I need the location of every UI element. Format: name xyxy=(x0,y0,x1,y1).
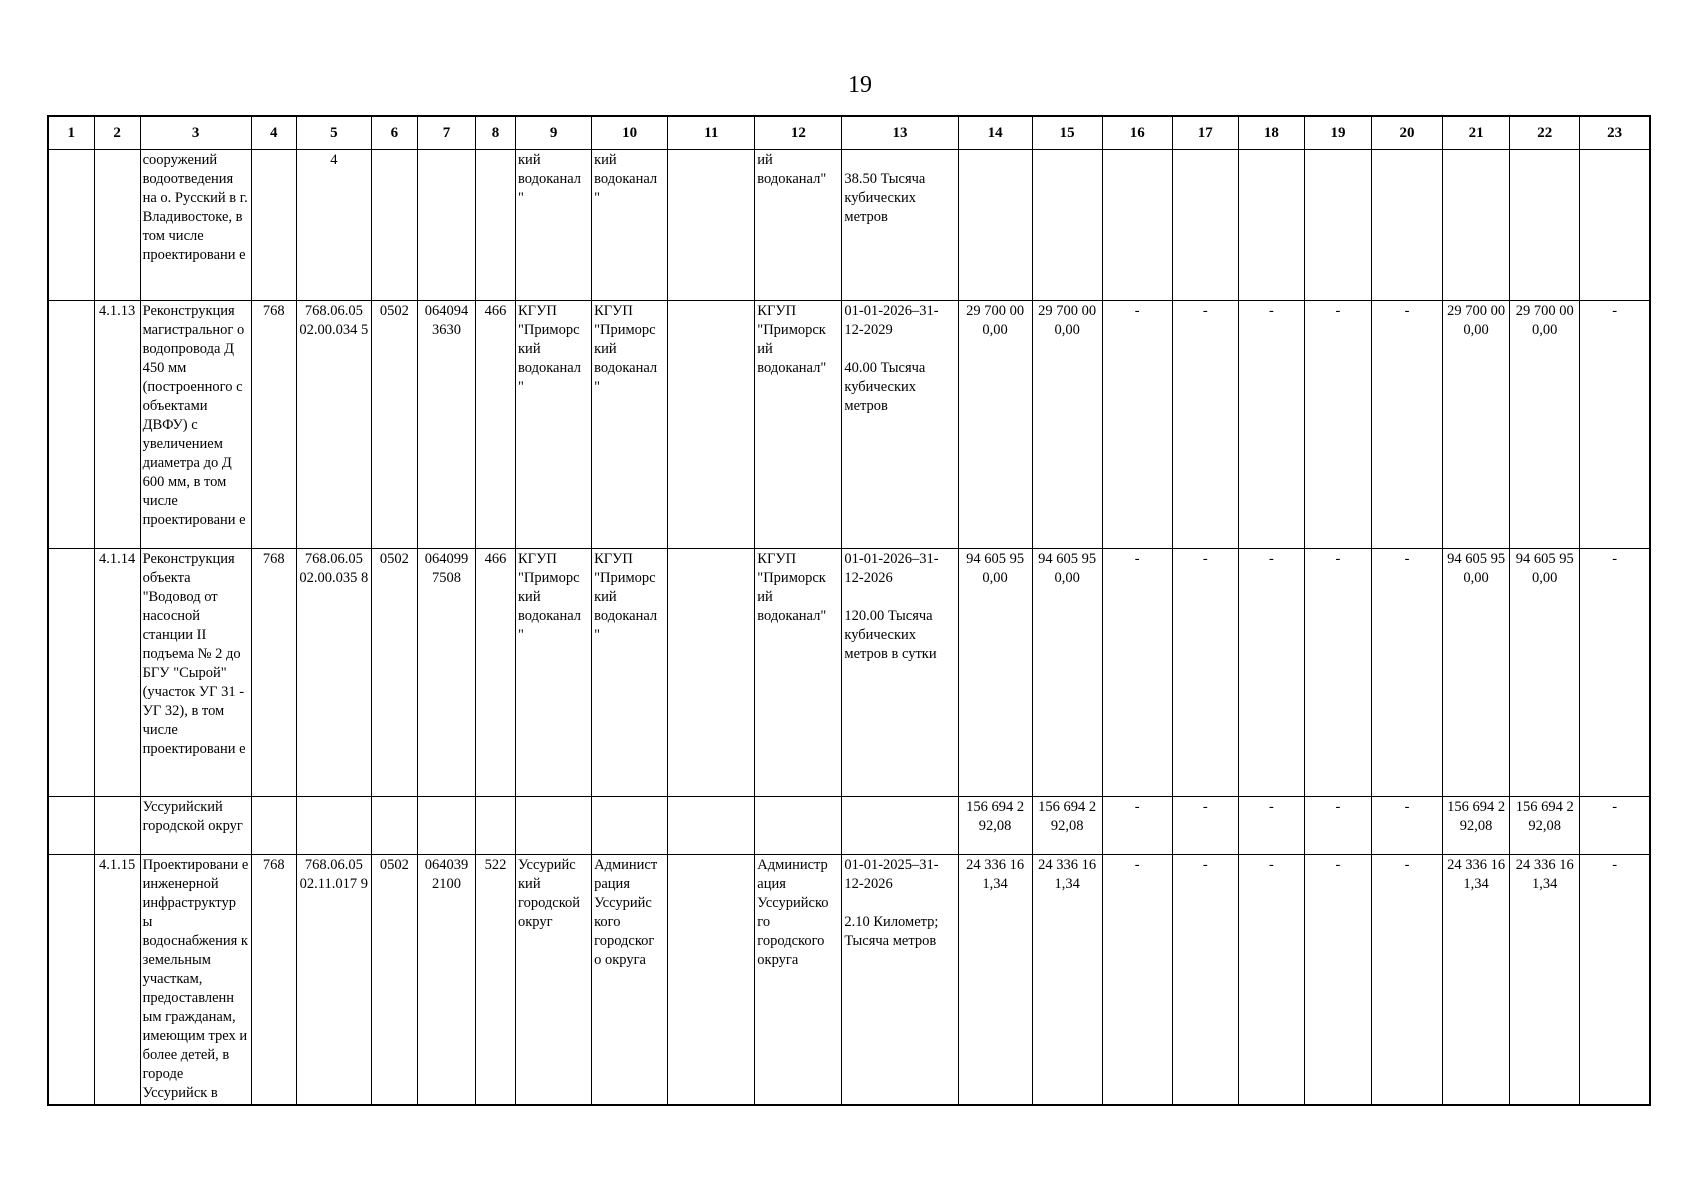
capacity: 2.10 Километр; Тысяча метров xyxy=(844,914,939,949)
cell: 4 xyxy=(296,150,371,301)
cell: - xyxy=(1172,797,1238,855)
page-number: 19 xyxy=(848,72,872,98)
cell: - xyxy=(1172,549,1238,797)
cell: 29 700 00 0,00 xyxy=(1510,301,1580,549)
cell: - xyxy=(1372,549,1443,797)
cell-district: Уссурийский городской округ xyxy=(140,797,251,855)
cell: - xyxy=(1580,549,1650,797)
cell xyxy=(1238,150,1304,301)
capacity: 120.00 Тысяча кубических метров в сутки xyxy=(844,608,937,662)
cell: 0502 xyxy=(371,549,417,797)
col-header: 13 xyxy=(842,116,958,150)
cell xyxy=(251,150,296,301)
cell: - xyxy=(1304,855,1371,1106)
cell-number: 4.1.14 xyxy=(94,549,140,797)
cell-period-capacity xyxy=(842,549,958,797)
cell xyxy=(1102,150,1172,301)
cell: 24 336 16 1,34 xyxy=(1032,855,1102,1106)
cell xyxy=(48,301,94,549)
cell: Администр ация Уссурийско го городского округа xyxy=(755,855,842,1106)
cell xyxy=(48,855,94,1106)
col-header: 21 xyxy=(1443,116,1510,150)
cell xyxy=(48,150,94,301)
cell xyxy=(668,549,755,797)
cell xyxy=(1443,150,1510,301)
cell xyxy=(668,797,755,855)
col-header: 1 xyxy=(48,116,94,150)
cell xyxy=(417,150,475,301)
cell xyxy=(475,150,515,301)
cell: - xyxy=(1372,797,1443,855)
cell: 156 694 2 92,08 xyxy=(1032,797,1102,855)
cell xyxy=(251,797,296,855)
cell xyxy=(1580,150,1650,301)
cell: 29 700 00 0,00 xyxy=(958,301,1032,549)
budget-table xyxy=(47,115,1651,1106)
cell: 94 605 95 0,00 xyxy=(1443,549,1510,797)
cell: 064039 2100 xyxy=(417,855,475,1106)
cell xyxy=(475,797,515,855)
cell: 466 xyxy=(475,549,515,797)
cell xyxy=(958,150,1032,301)
cell-object-name: сооружений водоотведения на о. Русский в г. Владивостоке, в том числе проектировани е xyxy=(140,150,251,301)
cell: - xyxy=(1372,301,1443,549)
table-row xyxy=(48,797,1650,855)
cell xyxy=(417,797,475,855)
cell xyxy=(1304,150,1371,301)
cell: - xyxy=(1580,855,1650,1106)
col-header: 4 xyxy=(251,116,296,150)
col-header: 12 xyxy=(755,116,842,150)
capacity: 38.50 Тысяча кубических метров xyxy=(844,171,926,225)
cell-period-capacity xyxy=(842,301,958,549)
cell: 0502 xyxy=(371,301,417,549)
cell: КГУП "Приморск ий водоканал" xyxy=(755,301,842,549)
cell: 768.06.05 02.11.017 9 xyxy=(296,855,371,1106)
cell: - xyxy=(1580,797,1650,855)
col-header: 5 xyxy=(296,116,371,150)
cell: - xyxy=(1238,855,1304,1106)
cell: - xyxy=(1172,855,1238,1106)
cell xyxy=(668,150,755,301)
cell: 94 605 95 0,00 xyxy=(1510,549,1580,797)
cell xyxy=(592,797,668,855)
cell: - xyxy=(1580,301,1650,549)
cell: Уссурийс кий городской округ xyxy=(516,855,592,1106)
period: 01-01-2026–31-12-2029 xyxy=(844,303,939,338)
cell: 156 694 2 92,08 xyxy=(1510,797,1580,855)
cell-object-name: Реконструкция объекта "Водовод от насосной станции II подъема № 2 до БГУ "Сырой" (участок УГ 31 - УГ 32), в том числе проектировани е xyxy=(140,549,251,797)
cell: - xyxy=(1238,301,1304,549)
col-header: 17 xyxy=(1172,116,1238,150)
cell: - xyxy=(1172,301,1238,549)
cell: - xyxy=(1102,855,1172,1106)
cell xyxy=(371,797,417,855)
cell xyxy=(668,301,755,549)
cell: 0502 xyxy=(371,855,417,1106)
cell: 064099 7508 xyxy=(417,549,475,797)
cell: КГУП "Приморс кий водоканал " xyxy=(592,549,668,797)
cell xyxy=(1172,150,1238,301)
cell-number: 4.1.13 xyxy=(94,301,140,549)
cell xyxy=(48,797,94,855)
cell: - xyxy=(1102,549,1172,797)
col-header: 20 xyxy=(1372,116,1443,150)
cell: 94 605 95 0,00 xyxy=(958,549,1032,797)
cell xyxy=(668,855,755,1106)
cell xyxy=(1510,150,1580,301)
cell xyxy=(296,797,371,855)
table-row xyxy=(48,549,1650,797)
cell: 768 xyxy=(251,549,296,797)
cell: - xyxy=(1102,797,1172,855)
cell: 768.06.05 02.00.034 5 xyxy=(296,301,371,549)
header-row xyxy=(48,116,1650,150)
col-header: 9 xyxy=(516,116,592,150)
cell: - xyxy=(1304,797,1371,855)
capacity: 40.00 Тысяча кубических метров xyxy=(844,360,926,414)
table-row xyxy=(48,301,1650,549)
cell xyxy=(94,797,140,855)
cell: 768 xyxy=(251,301,296,549)
cell: 156 694 2 92,08 xyxy=(1443,797,1510,855)
cell xyxy=(94,150,140,301)
cell: КГУП "Приморс кий водоканал " xyxy=(516,301,592,549)
cell: 768.06.05 02.00.035 8 xyxy=(296,549,371,797)
cell: 94 605 95 0,00 xyxy=(1032,549,1102,797)
cell: - xyxy=(1372,855,1443,1106)
cell: 29 700 00 0,00 xyxy=(1032,301,1102,549)
cell xyxy=(371,150,417,301)
cell: 24 336 16 1,34 xyxy=(1443,855,1510,1106)
cell xyxy=(516,797,592,855)
col-header: 11 xyxy=(668,116,755,150)
cell: КГУП "Приморс кий водоканал " xyxy=(592,301,668,549)
cell: - xyxy=(1238,797,1304,855)
cell-number: 4.1.15 xyxy=(94,855,140,1106)
cell-period-capacity xyxy=(842,150,958,301)
cell: 24 336 16 1,34 xyxy=(1510,855,1580,1106)
col-header: 19 xyxy=(1304,116,1371,150)
cell: 466 xyxy=(475,301,515,549)
col-header: 7 xyxy=(417,116,475,150)
cell xyxy=(755,797,842,855)
cell: 29 700 00 0,00 xyxy=(1443,301,1510,549)
col-header: 22 xyxy=(1510,116,1580,150)
cell: 768 xyxy=(251,855,296,1106)
cell: 522 xyxy=(475,855,515,1106)
cell: ий водоканал" xyxy=(755,150,842,301)
cell xyxy=(842,797,958,855)
cell: КГУП "Приморск ий водоканал" xyxy=(755,549,842,797)
col-header: 23 xyxy=(1580,116,1650,150)
col-header: 14 xyxy=(958,116,1032,150)
cell: кий водоканал " xyxy=(516,150,592,301)
cell: 24 336 16 1,34 xyxy=(958,855,1032,1106)
col-header: 2 xyxy=(94,116,140,150)
col-header: 10 xyxy=(592,116,668,150)
cell: - xyxy=(1238,549,1304,797)
period: 01-01-2025–31-12-2026 xyxy=(844,857,939,892)
table-row xyxy=(48,150,1650,301)
col-header: 3 xyxy=(140,116,251,150)
col-header: 6 xyxy=(371,116,417,150)
cell-object-name: Реконструкция магистральног о водопровода Д 450 мм (построенного с объектами ДВФУ) с увеличением диаметра до Д 600 мм, в том числе проектировани е xyxy=(140,301,251,549)
cell-object-name: Проектировани е инженерной инфраструктур ы водоснабжения к земельным участкам, предоставленн ым гражданам, имеющим трех и более детей, в городе Уссурийск в xyxy=(140,855,251,1106)
cell: - xyxy=(1304,301,1371,549)
period: 01-01-2026–31-12-2026 xyxy=(844,551,939,586)
col-header: 15 xyxy=(1032,116,1102,150)
col-header: 16 xyxy=(1102,116,1172,150)
table-row xyxy=(48,855,1650,1106)
cell: - xyxy=(1304,549,1371,797)
cell: 156 694 2 92,08 xyxy=(958,797,1032,855)
cell: кий водоканал " xyxy=(592,150,668,301)
cell xyxy=(1372,150,1443,301)
col-header: 8 xyxy=(475,116,515,150)
cell xyxy=(1032,150,1102,301)
cell: КГУП "Приморс кий водоканал " xyxy=(516,549,592,797)
cell xyxy=(48,549,94,797)
cell: - xyxy=(1102,301,1172,549)
cell-period-capacity xyxy=(842,855,958,1106)
cell: Админист рация Уссурийс кого городског о округа xyxy=(592,855,668,1106)
cell: 064094 3630 xyxy=(417,301,475,549)
col-header: 18 xyxy=(1238,116,1304,150)
